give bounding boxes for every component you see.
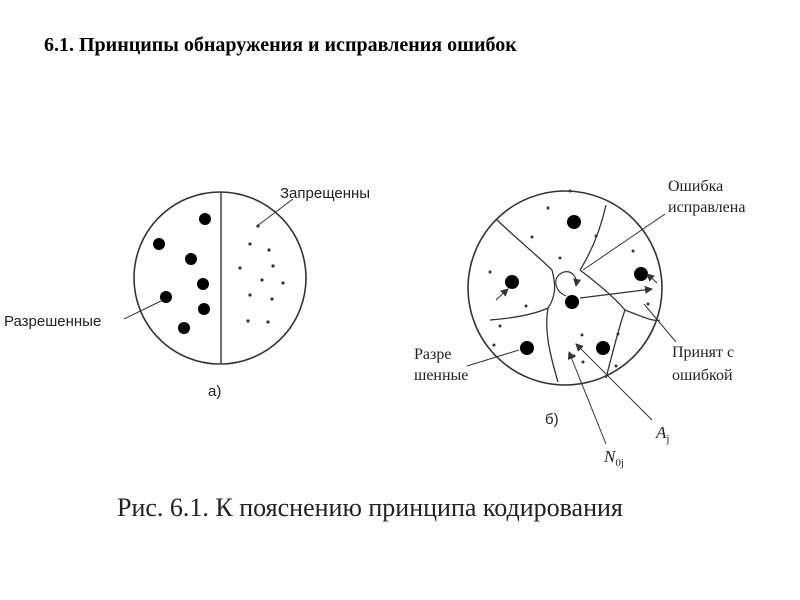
page-title: 6.1. Принципы обнаружения и исправления ошибок <box>44 34 517 56</box>
corrected-leader-line <box>583 214 665 270</box>
small-arrow <box>647 274 657 283</box>
code-space-circle-a <box>134 192 306 364</box>
allowed-dot <box>199 213 211 225</box>
correction-loop-arrow <box>556 272 577 296</box>
allowed-dot <box>198 303 210 315</box>
label-corrected-line1: Ошибка <box>668 178 724 195</box>
forbidden-dots-a <box>238 224 284 323</box>
sublabel-b: б) <box>545 411 559 428</box>
label-corrected-line2: исправлена <box>668 199 746 216</box>
allowed-dot <box>565 295 579 309</box>
label-n0j: $N_{0j}$ <box>604 447 624 469</box>
label-allowed-b-line1: Разре <box>414 346 452 363</box>
allowed-dot <box>178 322 190 334</box>
label-aj: $A_j$ <box>656 423 670 445</box>
allowed-dot <box>520 341 534 355</box>
diagram-b <box>414 178 745 469</box>
label-forbidden: Запрещенны <box>280 185 371 202</box>
figure-caption: Рис. 6.1. К пояснению принципа кодирования <box>117 493 623 522</box>
allowed-dot <box>567 215 581 229</box>
label-allowed-b-line2: шенные <box>414 367 469 384</box>
sublabel-a: а) <box>208 383 222 400</box>
allowed-dot <box>153 238 165 250</box>
allowed-dot <box>185 253 197 265</box>
allowed-dot <box>160 291 172 303</box>
label-received-line2: ошибкой <box>672 367 733 384</box>
diagram-a <box>4 185 370 400</box>
allowed-dots-a <box>153 213 211 334</box>
allowed-dot <box>197 278 209 290</box>
label-allowed: Разрешенные <box>4 313 102 330</box>
allowed-dot <box>596 341 610 355</box>
allowed-dot <box>505 275 519 289</box>
n0j-arrow <box>569 352 606 444</box>
small-arrow <box>496 289 508 300</box>
label-received-line1: Принят с <box>672 344 735 361</box>
allowed-dot <box>634 267 648 281</box>
received-with-error-arrow <box>580 289 652 298</box>
